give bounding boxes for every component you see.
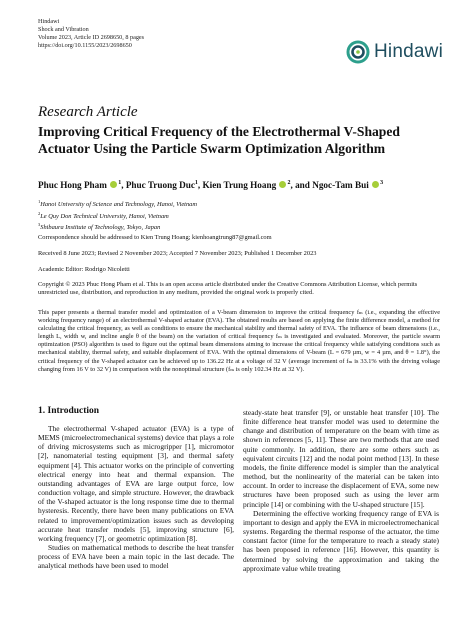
- affiliation-item: [38, 210, 197, 222]
- paper-title: Improving Critical Frequency of the Electrothermal V-Shaped Actuator Using the Particle Swarm Optimization Algorithm: [38, 124, 400, 156]
- affiliation-text: Le Quy Don Technical University, Hanoi, Vietnam: [40, 212, 169, 220]
- abstract: This paper presents a thermal transfer model and optimization of a V-beam dimension to improve the critical frequency fₘ (i.e., expanding the effective working frequency range) of an electrothermal V-shaped actuator (EVA). The obtained results are based on applying the finite difference model, a method for calculating the critical frequency, as well as conditions to ensure the mechanical stability and thermal safety of EVA. The influence of beam dimensions (i.e., length L, width w, and incline angle θ of the beam) on the variation of critical frequency fₘ is investigated and evaluated. Moreover, the particle swarm optimization (PSO) algorithm is used to figure out the optimal beam dimensions aiming to increase the critical frequency while satisfying conditions such as mechanical stability, thermal safety, and suitable displacement of EVA. With the optimal dimensions of V-beam (L = 679 µm, w = 4 µm, and θ = 1.8°), the critical frequency of the V-shaped actuator can be achieved up to 136.22 Hz at a voltage of 32 V (average increment of fₘ is 33.1% with the driving voltage changing from 16 V to 32 V) in comparison with the nonoptimal structure (fₘ is only 102.34 Hz at 32 V).: [38, 309, 440, 373]
- author-affil-mark: 1: [194, 180, 198, 186]
- author-affil-mark: 2: [287, 180, 291, 186]
- affiliations: [38, 198, 197, 233]
- academic-editor: Academic Editor: Rodrigo Nicoletti: [38, 266, 130, 273]
- author-conjunction: and: [295, 180, 310, 191]
- orcid-icon[interactable]: [279, 181, 286, 188]
- affiliation-text: Hanoi University of Science and Technology, Hanoi, Vietnam: [40, 201, 197, 209]
- affiliation-mark: 3: [38, 222, 41, 228]
- section-heading: 1. Introduction: [38, 406, 100, 416]
- correspondence: Correspondence should be addressed to Kien Trung Hoang; kienhoangtrung87@gmail.com: [38, 234, 272, 241]
- body-paragraph: The electrothermal V-shaped actuator (EVA) is a type of MEMS (microelectromechanical systems) device that plays a role of driving microsystems such as microgripper [1], micromotor [2], nanomaterial testing equipment [3], and thermal safety equipment [4]. This actuator works on the principle of converting electrical energy into heat and thermal expansion. The outstanding advantages of EVA are large output force, low conduction voltage, and simple structure. However, the drawback of the V-shaped actuator is the long response time due to thermal hysteresis. Recently, there have been many publications on EVA related to improvement/optimization issues such as developing accurate heat transfer models [5], improving structure [6], working frequency [7], or geometric optimization [8].: [38, 424, 234, 543]
- hindawi-logo-icon: [346, 40, 370, 64]
- author-name: Phuc Hong Pham: [38, 180, 107, 191]
- body-paragraph: Studies on mathematical methods to describe the heat transfer process of EVA have been a main topic in the last decade. The analytical methods have been used to model: [38, 543, 234, 571]
- article-type: Research Article: [38, 104, 138, 120]
- logo-wordmark: Hindawi: [374, 41, 443, 62]
- body-paragraph: steady-state heat transfer [9], or unstable heat transfer [10]. The finite difference heat transfer model was used to determine the change and distribution of temperature on the beam with time as shown in references [5, 11]. These are two methods that are used quite commonly. In addition, there are some others such as equivalent circuits [12] and the nodal point method [13]. In these models, the finite difference model is simpler than the analytical method, but the nonlinearity of the material can be taken into account. In order to increase the displacement of EVA, some new structures have been proposed such as using the lever arm principle [14] or combining with the U-shaped structure [15].: [243, 408, 439, 509]
- author-list: Phuc Hong Pham $^1$, Phuc Truong Duc$^1$, Kien Trung Hoang $^2$, and Ngoc-Tam Bui $^3$: [38, 180, 384, 191]
- body-column-right: [243, 408, 439, 573]
- affiliation-mark: 2: [38, 210, 41, 216]
- affiliation-item: [38, 221, 197, 233]
- affiliation-text: Shibaura Institute of Technology, Tokyo, Japan: [40, 224, 161, 232]
- hindawi-logo: [346, 40, 443, 64]
- publisher-name: Hindawi: [38, 18, 60, 25]
- publication-dates: Received 8 June 2023; Revised 2 November 2023; Accepted 7 November 2023; Published 1 December 2023: [38, 250, 317, 257]
- orcid-icon[interactable]: [372, 181, 379, 188]
- affiliation-mark: 1: [38, 199, 41, 204]
- author-affil-mark: 3: [380, 180, 384, 186]
- orcid-icon[interactable]: [110, 181, 117, 188]
- volume-line: Volume 2023, Article ID 2698650, 8 pages: [38, 34, 145, 41]
- journal-info: [38, 18, 144, 50]
- body-paragraph: Determining the effective working frequency range of EVA is important to design and apply the EVA in microelectromechanical systems. Regarding the thermal response of the actuator, the time constant factor (time for the temperature to reach a steady state) has been proposed in reference [16]. However, this quantity is determined by solving the approximation and taking the approximate value while treating: [243, 508, 439, 573]
- doi-link[interactable]: https://doi.org/10.1155/2023/2698650: [38, 42, 132, 49]
- affiliation-item: [38, 198, 197, 210]
- journal-name: Shock and Vibration: [38, 26, 89, 33]
- author-name: Phuc Truong Duc: [125, 180, 195, 191]
- author-name: Ngoc-Tam Bui: [312, 180, 369, 191]
- copyright-notice: Copyright © 2023 Phuc Hong Pham et al. This is an open access article distributed under the Creative Commons Attribution License, which permits unrestricted use, distribution, and reproduction in any medium, provided the original work is properly cited.: [38, 281, 418, 297]
- body-column-left: [38, 424, 234, 571]
- author-name: Kien Trung Hoang: [202, 180, 277, 191]
- author-affil-mark: 1: [118, 180, 122, 186]
